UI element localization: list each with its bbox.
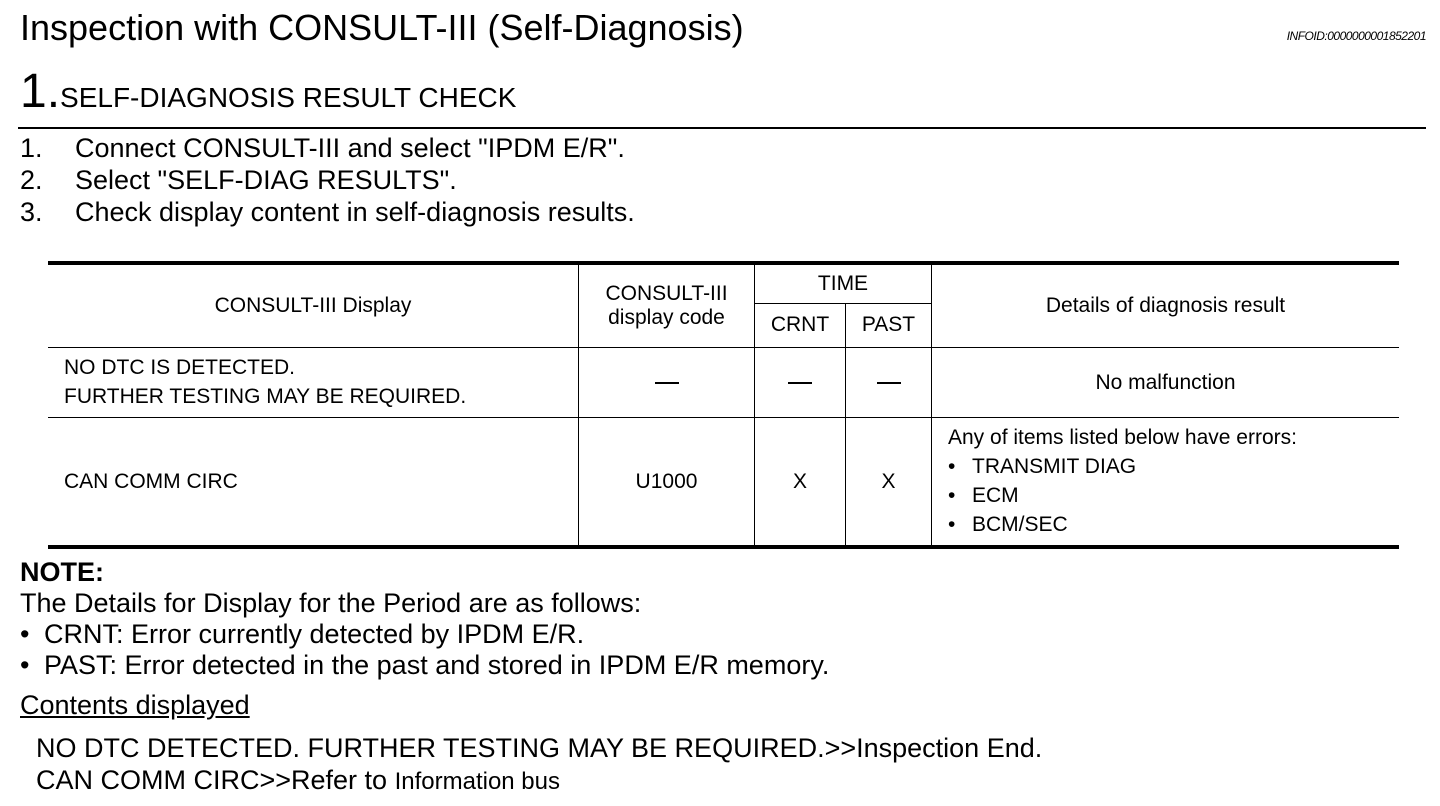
dash-mark — [655, 382, 679, 384]
procedure-step — [20, 164, 635, 196]
row-details — [932, 417, 1400, 547]
self-diagnosis-table — [48, 261, 1399, 549]
procedure-step-text: Connect CONSULT-III and select "IPDM E/R". — [75, 133, 625, 163]
header-crnt: CRNT — [755, 303, 846, 347]
information-bus-link[interactable]: Information bus — [394, 768, 560, 795]
procedure-step-text: Check display content in self-diagnosis results. — [75, 197, 635, 227]
header-time: TIME — [755, 263, 932, 303]
row-crnt — [755, 347, 846, 417]
row-code: U1000 — [579, 417, 755, 547]
note-list — [20, 619, 829, 681]
procedure-step-text: Select "SELF-DIAG RESULTS". — [75, 165, 457, 195]
table-row — [48, 347, 1399, 417]
row-details: No malfunction — [932, 347, 1400, 417]
header-display-code — [579, 263, 755, 347]
outcome-no-dtc: NO DTC DETECTED. FURTHER TESTING MAY BE REQUIRED.>>Inspection End. — [36, 733, 1043, 763]
row-display — [48, 347, 579, 417]
header-consult-display: CONSULT-III Display — [48, 263, 579, 347]
step-title: SELF-DIAGNOSIS RESULT CHECK — [60, 82, 517, 113]
list-item: • ECM — [948, 481, 1399, 510]
dash-mark — [877, 382, 901, 384]
procedure-step-number: 3. — [20, 197, 43, 227]
row-code — [579, 347, 755, 417]
row-past: X — [846, 417, 932, 547]
list-item: • PAST: Error detected in the past and stored in IPDM E/R memory. — [20, 650, 829, 681]
note-label: NOTE: — [20, 557, 104, 587]
outcome-can-comm — [36, 764, 1042, 798]
list-item: • BCM/SEC — [948, 510, 1399, 539]
row-display-line2: FURTHER TESTING MAY BE REQUIRED. — [64, 385, 467, 408]
step-heading — [20, 66, 516, 118]
outcome-can-comm-prefix: CAN COMM CIRC>>Refer to — [36, 765, 395, 795]
page-title: Inspection with CONSULT-III (Self-Diagnosis) — [20, 7, 744, 48]
procedure-step-number: 1. — [20, 133, 43, 163]
step-number: 1. — [20, 65, 61, 118]
row-past — [846, 347, 932, 417]
note-block — [20, 557, 829, 681]
row-details-intro: Any of items listed below have errors: — [948, 426, 1297, 450]
header-display-code-line2: display code — [608, 305, 725, 329]
header-past: PAST — [846, 303, 932, 347]
info-id: INFOID:0000000001852201 — [1286, 29, 1426, 43]
row-crnt: X — [755, 417, 846, 547]
dash-mark — [788, 382, 812, 384]
header-display-code-line1: CONSULT-III — [605, 281, 728, 305]
row-display-line1: NO DTC IS DETECTED. — [64, 356, 296, 379]
procedure-step — [20, 196, 635, 228]
note-intro: The Details for Display for the Period are as follows: — [20, 588, 642, 618]
list-item: • TRANSMIT DIAG — [948, 452, 1399, 481]
contents-heading: Contents displayed — [20, 690, 250, 720]
outcomes — [36, 732, 1042, 798]
table-row — [48, 417, 1399, 547]
procedure-step — [20, 132, 635, 164]
row-details-list — [948, 452, 1399, 539]
list-item: • CRNT: Error currently detected by IPDM E/R. — [20, 619, 829, 650]
section-divider — [18, 127, 1426, 129]
header-details: Details of diagnosis result — [932, 263, 1400, 347]
procedure-step-number: 2. — [20, 165, 43, 195]
procedure-list — [20, 132, 635, 228]
row-display: CAN COMM CIRC — [48, 417, 579, 547]
